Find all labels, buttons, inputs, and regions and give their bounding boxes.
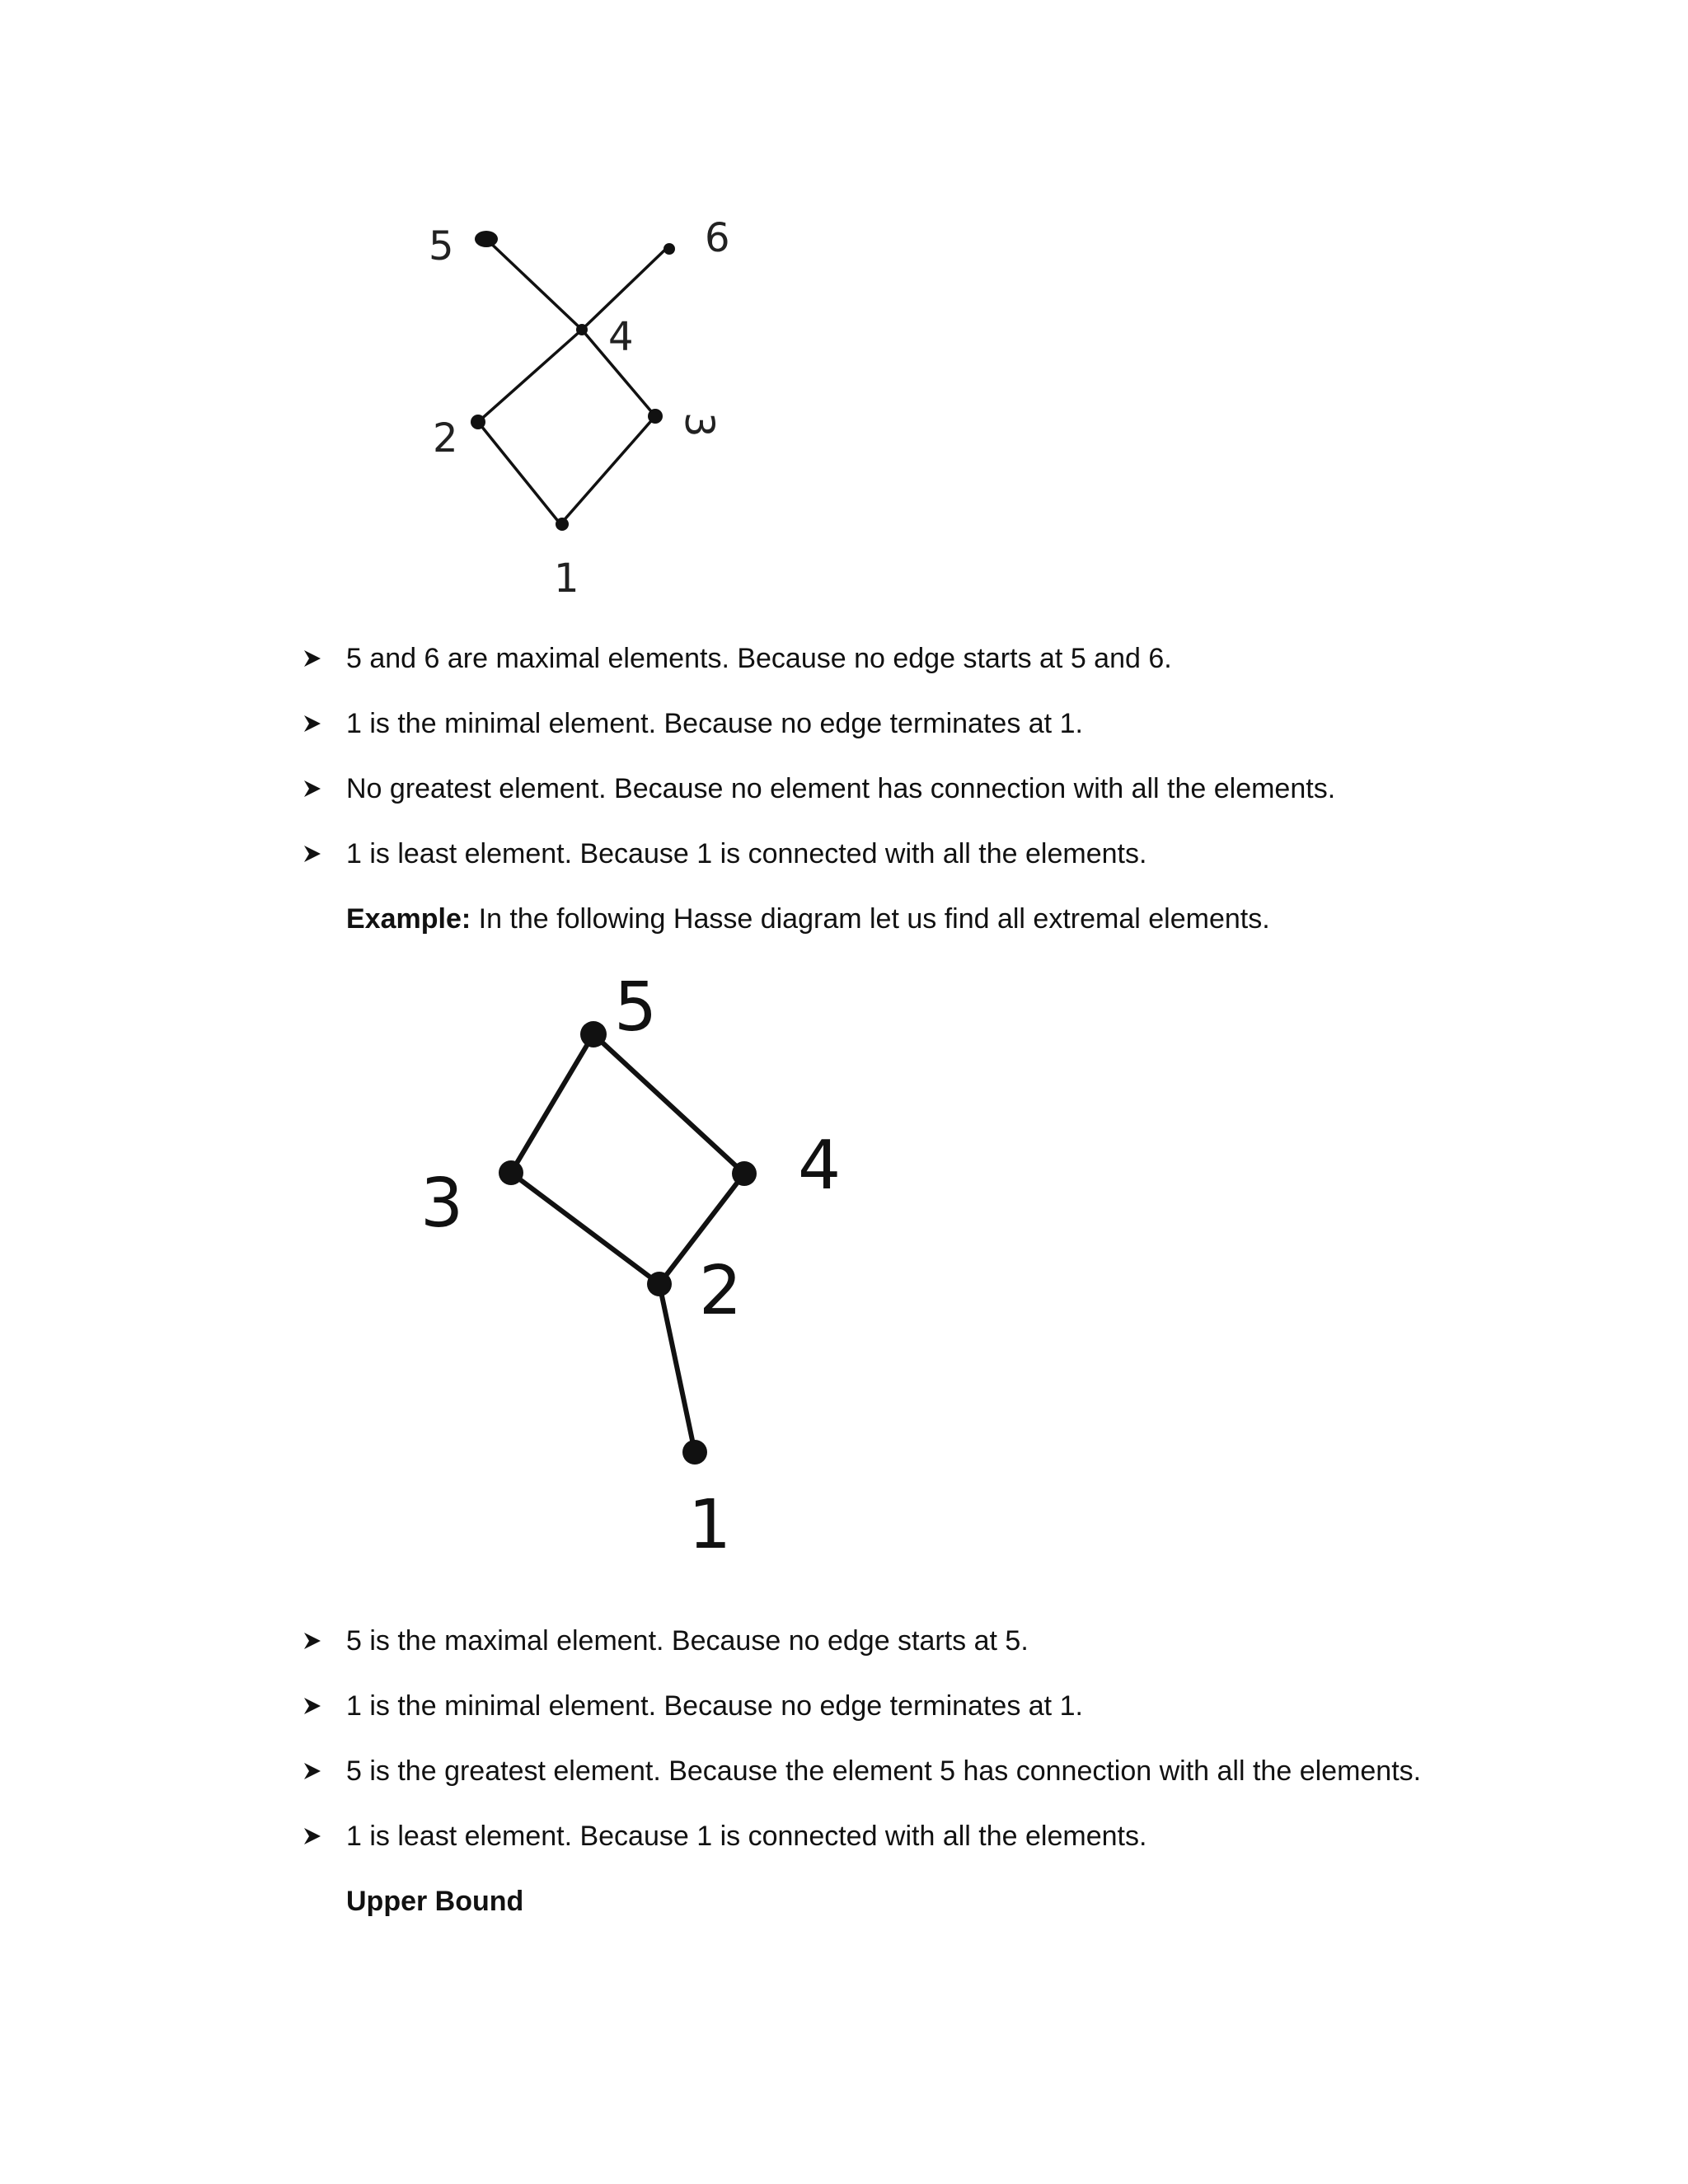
list-item-text: 5 and 6 are maximal elements. Because no edge starts at 5 and 6. <box>346 643 1172 674</box>
node-label-5: 5 <box>429 223 454 269</box>
edge-2-1 <box>659 1284 695 1452</box>
list-item-text: 5 is the maximal element. Because no edge starts at 5. <box>346 1625 1029 1657</box>
arrow-bullet-icon <box>303 1816 331 1857</box>
edge-5-3 <box>511 1034 593 1173</box>
arrow-bullet-icon <box>303 703 331 744</box>
arrow-bullet-icon <box>303 638 331 679</box>
node-label-4: 4 <box>798 1127 842 1205</box>
arrow-bullet-icon <box>303 1685 331 1727</box>
node-label-1: 1 <box>688 1486 732 1564</box>
node-label-2: 2 <box>433 415 458 462</box>
arrow-bullet-icon <box>303 833 331 874</box>
node-2 <box>647 1272 672 1296</box>
section-heading: Upper Bound <box>346 1886 524 1917</box>
list-item-text: 5 is the greatest element. Because the element 5 has connection with all the elements. <box>346 1755 1422 1787</box>
node-1 <box>682 1440 707 1465</box>
node-label-3: 3 <box>676 412 722 438</box>
list-item-text: 1 is the minimal element. Because no edge terminates at 1. <box>346 708 1083 739</box>
node-label-3: 3 <box>420 1165 464 1243</box>
node-label-4: 4 <box>608 314 634 360</box>
example-paragraph <box>346 898 1270 940</box>
node-4 <box>732 1161 757 1186</box>
node-3 <box>499 1160 523 1185</box>
arrow-bullet-icon <box>303 1750 331 1792</box>
node-5 <box>580 1021 607 1047</box>
node-label-5: 5 <box>614 968 658 1047</box>
arrow-bullet-icon <box>303 1620 331 1661</box>
node-label-6: 6 <box>705 215 730 261</box>
list-item-text: 1 is the minimal element. Because no edge terminates at 1. <box>346 1690 1083 1722</box>
list-item-text: No greatest element. Because no element has connection with all the elements. <box>346 773 1336 804</box>
example-text: In the following Hasse diagram let us find all extremal elements. <box>471 903 1270 935</box>
edge-5-4 <box>593 1034 744 1174</box>
node-label-1: 1 <box>554 555 579 602</box>
arrow-bullet-icon <box>303 768 331 809</box>
example-label: Example: <box>346 903 471 935</box>
list-item-text: 1 is least element. Because 1 is connected with all the elements. <box>346 1821 1147 1852</box>
edge-3-2 <box>511 1173 659 1284</box>
node-label-2: 2 <box>699 1252 743 1330</box>
list-item-text: 1 is least element. Because 1 is connected with all the elements. <box>346 838 1147 869</box>
